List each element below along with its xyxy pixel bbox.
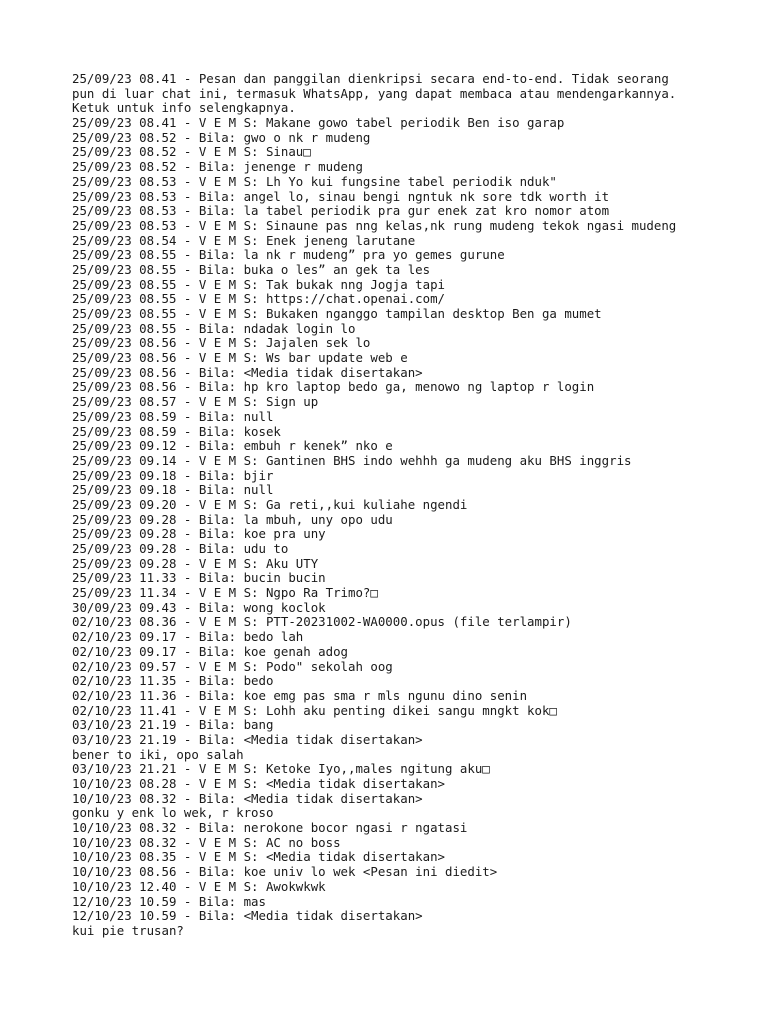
chat-log-line: 02/10/23 09.57 - V E M S: Podo" sekolah oog [72,658,393,674]
chat-log-line: 25/09/23 09.28 - Bila: udu to [72,541,289,556]
chat-log-line: 25/09/23 09.20 - V E M S: Ga reti,,kui kuliahe ngendi [72,496,468,512]
chat-log-line: 25/09/23 11.33 - Bila: bucin bucin [72,570,326,586]
chat-log-line: 03/10/23 21.21 - V E M S: Ketoke Iyo,,males ngitung aku□ [72,761,490,777]
chat-log-line: 25/09/23 11.34 - V E M S: Ngpo Ra Trimo?□ [72,585,378,601]
chat-log-line: 10/10/23 08.28 - V E M S: <Media tidak disertakan> [72,776,445,791]
chat-log-line: pun di luar chat ini, termasuk WhatsApp, yang dapat membaca atau mendengarkannya. [72,85,677,101]
chat-log-line: 25/09/23 08.59 - Bila: kosek [72,423,281,439]
chat-log-line: 25/09/23 08.56 - V E M S: Jajalen sek lo [72,335,371,351]
chat-log-line: 25/09/23 08.56 - Bila: hp kro laptop bedo ga, menowo ng laptop r login [72,379,595,395]
chat-log-line: 12/10/23 10.59 - Bila: <Media tidak disertakan> [72,908,423,924]
chat-log-line: 25/09/23 09.28 - Bila: la mbuh, uny opo udu [72,511,393,527]
chat-log-line: 02/10/23 11.36 - Bila: koe emg pas sma r mls ngunu dino senin [72,687,528,703]
chat-log-line: 25/09/23 08.55 - V E M S: Bukaken nganggo tampilan desktop Ben ga mumet [72,306,602,321]
chat-log-line: 12/10/23 10.59 - Bila: mas [72,893,266,909]
chat-log-line: 02/10/23 09.17 - Bila: koe genah adog [72,643,349,659]
chat-log-line: 25/09/23 09.12 - Bila: embuh r kenek” nko e [72,438,393,454]
chat-log-line: bener to iki, opo salah [72,746,244,762]
chat-log-line: 02/10/23 11.35 - Bila: bedo [72,673,274,689]
chat-log-line: 25/09/23 08.52 - V E M S: Sinau□ [72,144,311,160]
chat-log-line: 25/09/23 09.28 - V E M S: Aku UTY [72,555,319,571]
chat-log-line: 25/09/23 08.56 - V E M S: Ws bar update web e [72,350,408,366]
chat-log-line: 25/09/23 08.59 - Bila: null [72,408,274,424]
chat-export-text [72,72,762,939]
chat-log-line: Ketuk untuk info selengkapnya. [72,100,296,116]
chat-log-line: 10/10/23 08.32 - V E M S: AC no boss [72,834,341,850]
chat-log-line: 25/09/23 09.14 - V E M S: Gantinen BHS indo wehhh ga mudeng aku BHS inggris [72,452,632,468]
chat-log-line: 25/09/23 08.52 - Bila: jenenge r mudeng [72,159,363,175]
chat-log-line: 10/10/23 08.35 - V E M S: <Media tidak disertakan> [72,849,445,865]
chat-log-line: 30/09/23 09.43 - Bila: wong koclok [72,599,326,615]
chat-log-line: 10/10/23 12.40 - V E M S: Awokwkwk [72,878,326,894]
chat-log-line: 25/09/23 08.55 - Bila: la nk r mudeng” pra yo gemes gurune [72,247,505,263]
chat-log-line: 25/09/23 08.41 - Pesan dan panggilan dienkripsi secara end-to-end. Tidak seorang [72,71,669,86]
chat-log-line: 03/10/23 21.19 - Bila: bang [72,717,274,733]
chat-log-line: 25/09/23 08.55 - Bila: ndadak login lo [72,320,356,336]
chat-log-line: 25/09/23 08.54 - V E M S: Enek jeneng larutane [72,232,416,248]
chat-log-line: 25/09/23 08.55 - V E M S: https://chat.openai.com/ [72,291,445,307]
chat-log-line: 10/10/23 08.32 - Bila: nerokone bocor ngasi r ngatasi [72,820,468,836]
chat-log-line: 25/09/23 08.56 - Bila: <Media tidak disertakan> [72,364,423,380]
chat-log-line: 25/09/23 08.53 - V E M S: Lh Yo kui fungsine tabel periodik nduk" [72,173,557,189]
chat-log-line: 25/09/23 08.57 - V E M S: Sign up [72,394,319,410]
chat-log-line: 25/09/23 08.55 - Bila: buka o les” an gek ta les [72,261,431,277]
chat-log-line: 25/09/23 08.52 - Bila: gwo o nk r mudeng [72,129,371,145]
chat-log-line: 25/09/23 08.41 - V E M S: Makane gowo tabel periodik Ben iso garap [72,115,565,131]
chat-log-line: 10/10/23 08.32 - Bila: <Media tidak disertakan> [72,790,423,806]
chat-log-line: 25/09/23 09.18 - Bila: null [72,482,274,498]
chat-log-line: gonku y enk lo wek, r kroso [72,805,274,821]
chat-log-line: 25/09/23 08.53 - V E M S: Sinaune pas nng kelas,nk rung mudeng tekok ngasi mudeng [72,217,677,233]
chat-log-line: 25/09/23 09.18 - Bila: bjir [72,467,274,483]
chat-log-line: 10/10/23 08.56 - Bila: koe univ lo wek <Pesan ini diedit> [72,864,498,880]
chat-log-line: 25/09/23 09.28 - Bila: koe pra uny [72,526,326,542]
chat-log-line: 02/10/23 09.17 - Bila: bedo lah [72,629,304,645]
chat-log-line: 25/09/23 08.53 - Bila: la tabel periodik pra gur enek zat kro nomor atom [72,203,610,219]
chat-log-line: 02/10/23 08.36 - V E M S: PTT-20231002-WA0000.opus (file terlampir) [72,614,572,630]
chat-log-line: 03/10/23 21.19 - Bila: <Media tidak disertakan> [72,731,423,747]
chat-log-line: 25/09/23 08.53 - Bila: angel lo, sinau bengi ngntuk nk sore tdk worth it [72,188,610,204]
chat-log-line: 25/09/23 08.55 - V E M S: Tak bukak nng Jogja tapi [72,276,445,292]
chat-log-line: kui pie trusan? [72,922,184,938]
chat-log-line: 02/10/23 11.41 - V E M S: Lohh aku penting dikei sangu mngkt kok□ [72,702,557,718]
